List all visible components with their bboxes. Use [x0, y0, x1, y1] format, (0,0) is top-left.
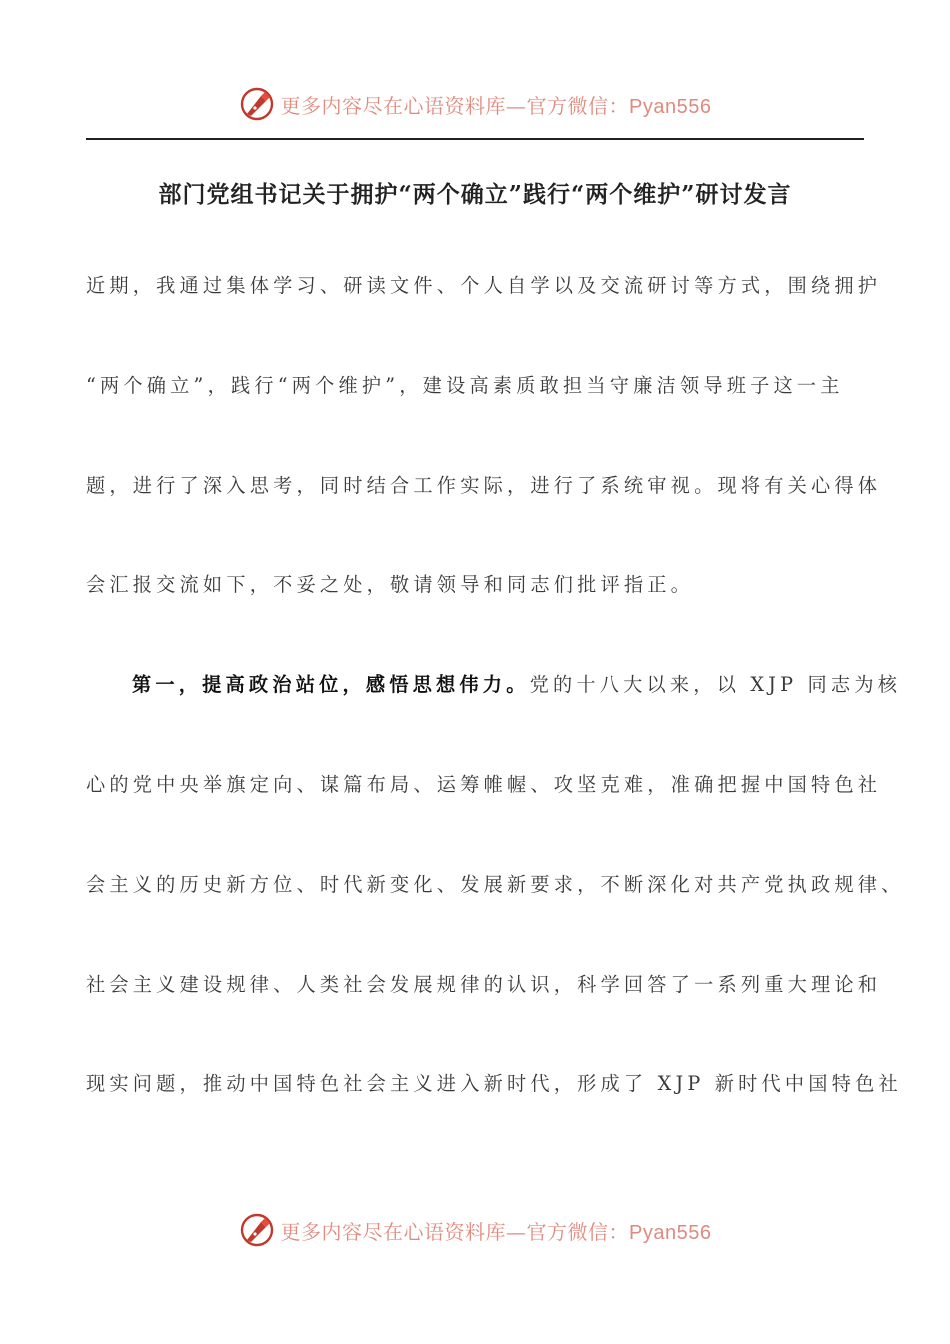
- document-title: 部门党组书记关于拥护“两个确立”践行“两个维护”研讨发言: [158, 181, 792, 208]
- text-line: 会汇报交流如下，不妥之处，敬请领导和同志们批评指正。: [86, 573, 695, 597]
- section-lead-text: 党的十八大以来，以 XJP 同志为核: [529, 673, 902, 697]
- pen-nib-logo-icon: [239, 1212, 275, 1248]
- banner-text: [281, 90, 712, 119]
- footer-banner: [0, 1208, 950, 1252]
- wechat-id: Pyan556: [629, 95, 712, 118]
- document-body: [86, 268, 905, 1166]
- wechat-id: Pyan556: [629, 1221, 712, 1244]
- header-divider: [86, 138, 864, 140]
- text-line-lead: [86, 667, 902, 767]
- text-line: 心的党中央举旗定向、谋篇布局、运筹帷幄、攻坚克难，准确把握中国特色社: [86, 772, 882, 796]
- header-banner: [0, 82, 950, 126]
- text-line: 现实问题，推动中国特色社会主义进入新时代，形成了 XJP 新时代中国特色社: [86, 1072, 902, 1096]
- banner-text: [281, 1216, 712, 1245]
- text-line: 近期，我通过集体学习、研读文件、个人自学以及交流研讨等方式，围绕拥护: [86, 274, 882, 297]
- text-line: 题，进行了深入思考，同时结合工作实际，进行了系统审视。现将有关心得体: [86, 473, 882, 497]
- banner-text-cn: 更多内容尽在心语资料库—官方微信：: [280, 93, 630, 118]
- section-heading: 第一，提高政治站位，感悟思想伟力。: [132, 673, 530, 697]
- text-line: 会主义的历史新方位、时代新变化、发展新要求，不断深化对共产党执政规律、: [86, 872, 905, 896]
- pen-nib-logo-icon: [239, 86, 275, 122]
- text-line: 社会主义建设规律、人类社会发展规律的认识，科学回答了一系列重大理论和: [86, 972, 882, 996]
- banner-text-cn: 更多内容尽在心语资料库—官方微信：: [280, 1219, 630, 1244]
- text-line: “两个确立”，践行“两个维护”，建设高素质敢担当守廉洁领导班子这一主: [86, 373, 844, 397]
